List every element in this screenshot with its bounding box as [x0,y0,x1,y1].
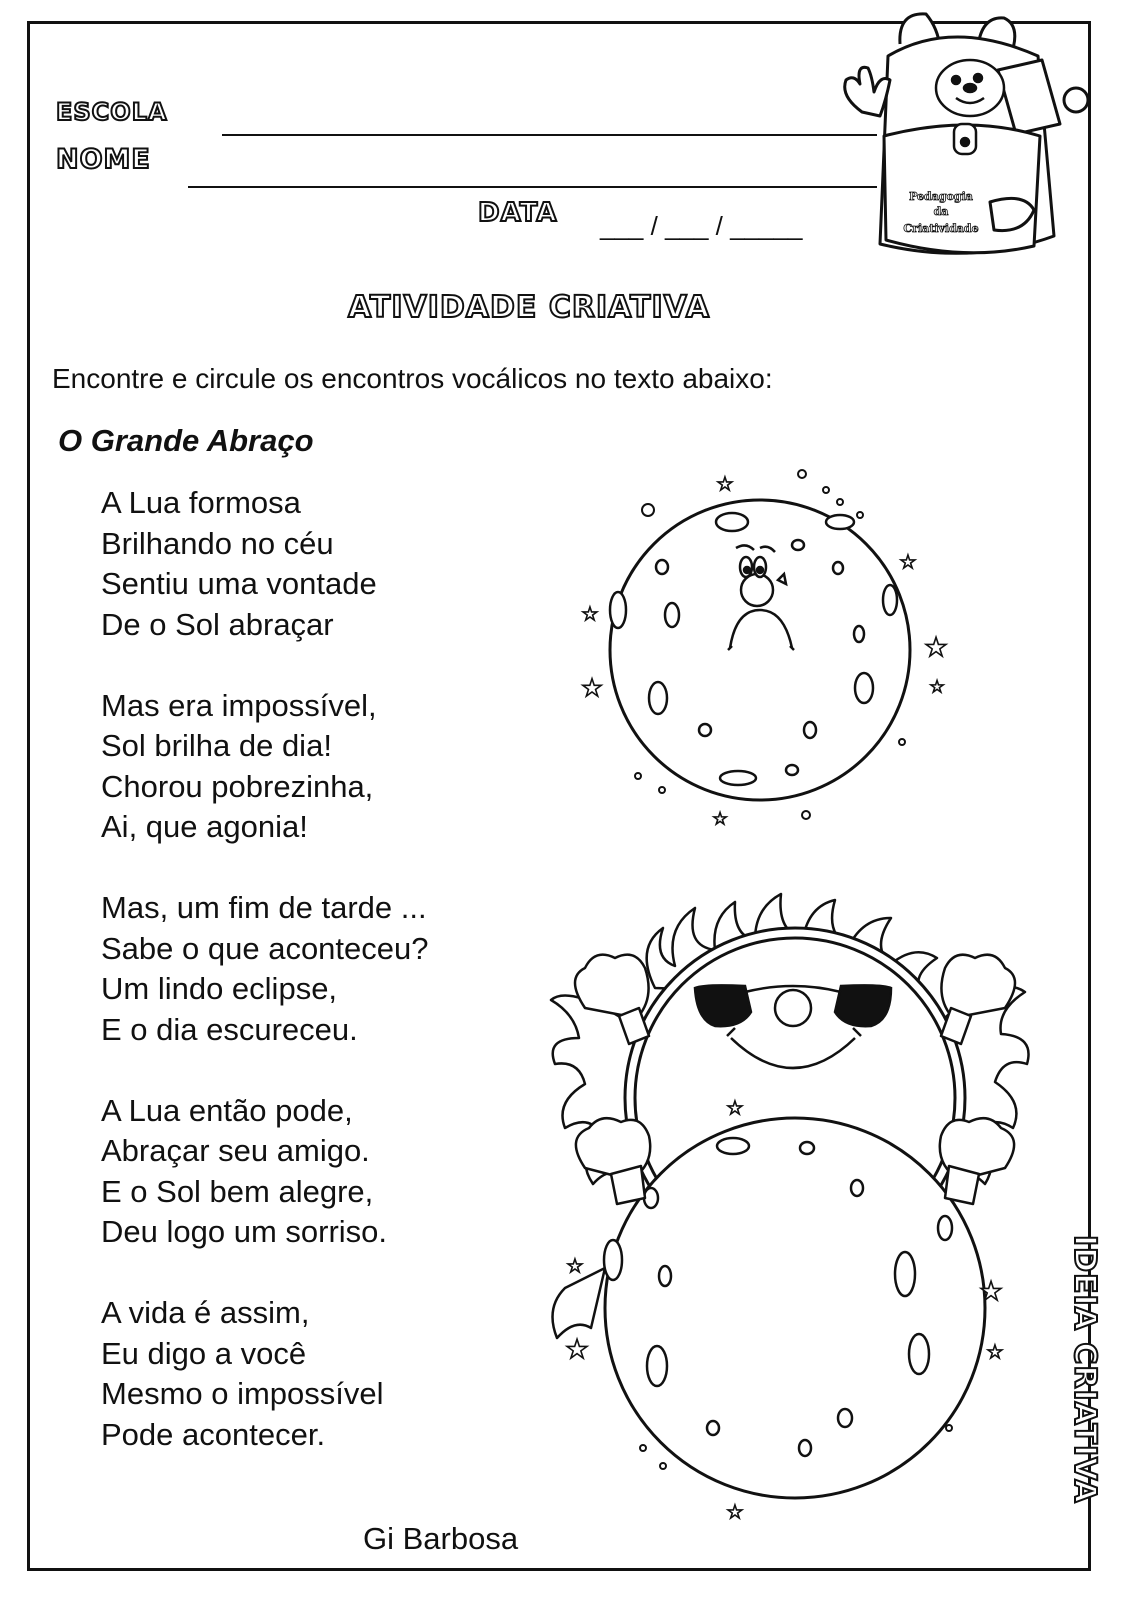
svg-text:★: ★ [565,1335,589,1365]
svg-text:★: ★ [979,1277,1003,1307]
svg-text:★: ★ [581,604,599,625]
name-write-line[interactable] [188,186,877,188]
backpack-mascot-logo [828,4,1068,294]
poem-line: E o dia escureceu. [101,1011,358,1047]
sun-hugging-moon-illustration [545,888,1045,1548]
school-label: ESCOLA [56,98,168,126]
side-title-ideia-criativa: IDEIA CRIATIVA [1067,1235,1102,1504]
poem-stanza-4 [101,1091,429,1253]
svg-text:★: ★ [986,1342,1004,1363]
poem-line: A vida é assim, [101,1295,310,1330]
school-write-line[interactable] [222,134,877,136]
poem-line: E o Sol bem alegre, [101,1173,374,1209]
poem-line: Brilhando no céu [101,525,334,561]
svg-text:★: ★ [566,1256,584,1277]
poem-line: Mas, um fim de tarde ... [101,890,427,925]
poem-line: Chorou pobrezinha, [101,768,374,804]
poem-author: Gi Barbosa [363,1521,519,1556]
svg-text:★: ★ [924,633,948,663]
date-slots[interactable]: ___ / ___ / _____ [600,211,803,241]
activity-title: ATIVIDADE CRIATIVA [348,290,711,325]
svg-text:★: ★ [899,552,917,573]
poem-line: Sentiu uma vontade [101,566,377,601]
sad-moon-illustration [570,460,950,840]
poem-line: A Lua formosa [101,485,301,520]
poem-line: Abraçar seu amigo. [101,1133,370,1168]
svg-text:★: ★ [581,674,603,702]
logo-text-line1: Pedagogia [909,190,973,203]
poem-stanza-3 [101,888,429,1050]
svg-text:★: ★ [929,677,945,696]
poem-line: Pode acontecer. [101,1416,326,1452]
svg-text:★: ★ [716,474,734,495]
name-label: NOME [56,144,151,175]
logo-text-line3: Criatividade [903,222,979,235]
poem-stanza-2 [101,686,429,848]
svg-text:★: ★ [712,809,728,828]
poem-line: A Lua então pode, [101,1092,353,1128]
poem-line: Mas era impossível, [101,687,377,723]
poem-body [101,483,429,1455]
poem-line: Ai, que agonia! [101,809,308,844]
logo-text-line2: da [933,205,949,218]
poem-line: Deu logo um sorriso. [101,1214,388,1249]
poem-line: Eu digo a você [101,1335,307,1371]
instruction-text: Encontre e circule os encontros vocálicos no texto abaixo: [52,363,773,394]
poem-stanza-5 [101,1293,429,1455]
poem-title: O Grande Abraço [58,423,314,458]
poem-line: Sabe o que aconteceu? [101,930,429,966]
poem-line: Sol brilha de dia! [101,728,332,763]
poem-line: De o Sol abraçar [101,606,334,642]
date-label: DATA [478,198,558,228]
poem-line: Mesmo o impossível [101,1376,384,1411]
poem-stanza-1 [101,483,429,645]
svg-text:★: ★ [726,1502,744,1523]
poem-line: Um lindo eclipse, [101,971,338,1006]
svg-text:★: ★ [726,1098,744,1119]
